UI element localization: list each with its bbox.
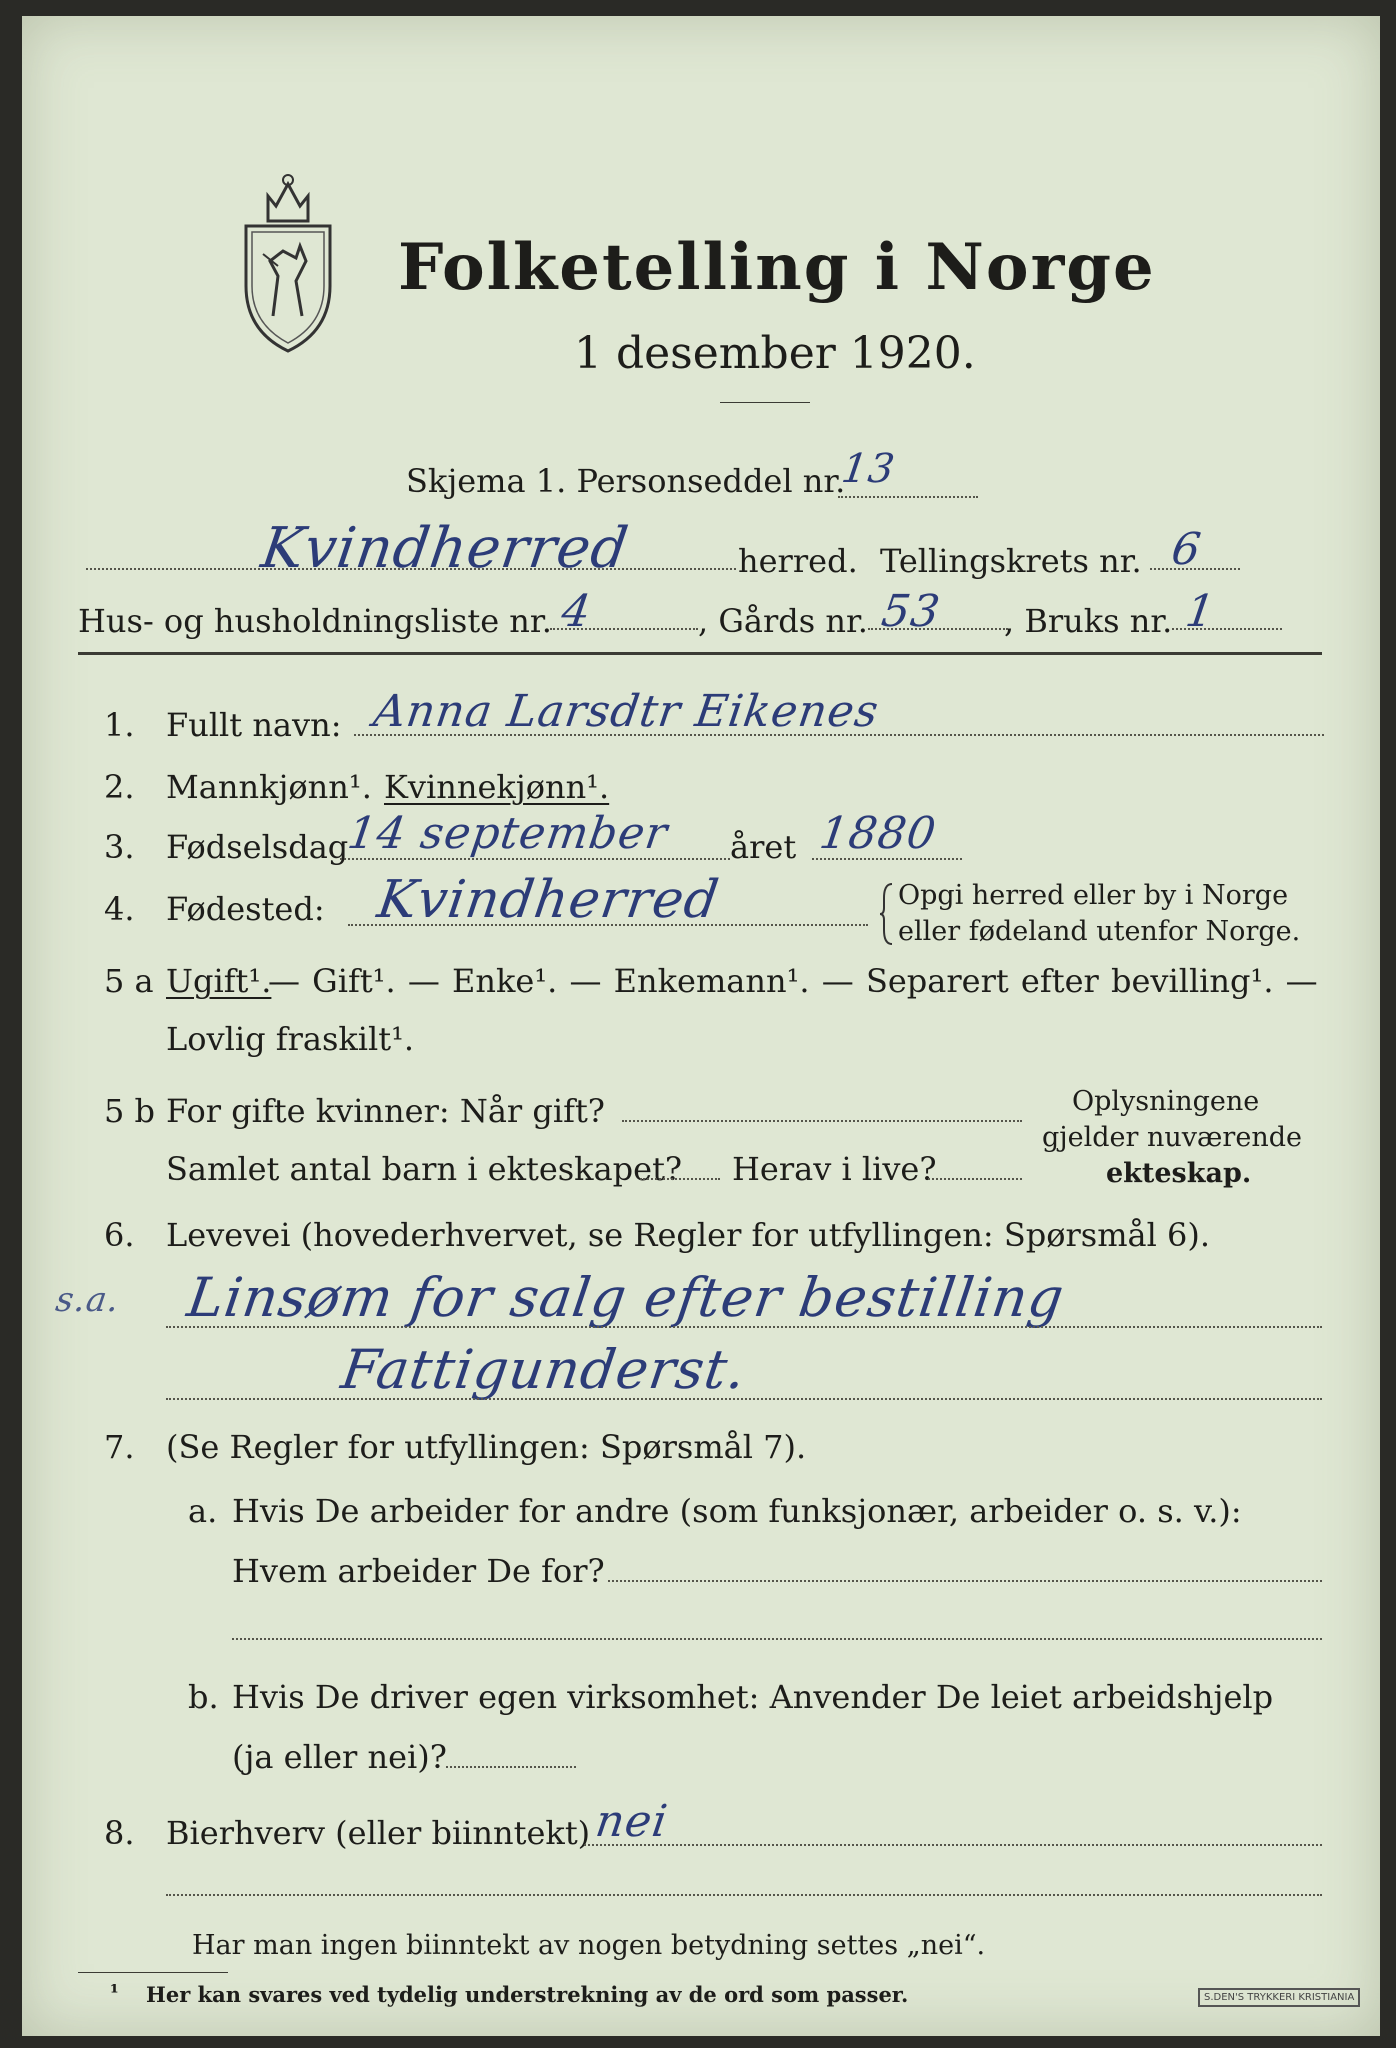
gards-label: , Gårds nr. [698,602,868,640]
marriage-note-3: ekteskap. [1106,1158,1252,1189]
q7-number: 7. [104,1428,135,1466]
birthplace-note-1: Opgi herred eller by i Norge [898,880,1289,911]
q5b-label: For gifte kvinner: Når gift? [166,1092,605,1130]
form-title: Folketelling i Norge [398,230,1156,305]
q1-label: Fullt navn: [166,706,342,744]
birth-year-value[interactable]: 1880 [816,808,940,859]
q3-label: Fødselsdag [166,828,349,866]
herred-label: herred. [738,542,858,580]
footnote-mark: ¹ [110,1980,119,2004]
marriage-note-1: Oplysningene [1072,1086,1260,1117]
q7a-number: a. [188,1492,218,1530]
occupation-margin-note: s.a. [53,1280,123,1320]
q2-number: 2. [104,768,135,806]
census-date: 1 desember 1920. [574,328,976,379]
hired-help-label: (ja eller nei)? [232,1738,447,1776]
children-count-label: Samlet antal barn i ekteskapet? [166,1150,683,1188]
employer-label: Hvem arbeider De for? [232,1552,605,1590]
q7b-label: Hvis De driver egen virksomhet: Anvender De leiet arbeidshjelp [232,1678,1274,1716]
marital-status-options[interactable]: — Gift¹. — Enke¹. — Enkemann¹. — Separert efter bevilling¹. — [268,962,1318,1000]
q1-number: 1. [104,706,135,744]
q7a-label: Hvis De arbeider for andre (som funksjonær, arbeider o. s. v.): [232,1492,1242,1530]
q8-number: 8. [104,1814,135,1852]
year-label: året [730,828,797,866]
header-rule [78,652,1322,655]
hus-value[interactable]: 4 [558,586,595,637]
q5a-number: 5 a [104,962,154,1000]
norwegian-coat-of-arms-icon [238,166,338,356]
gards-value[interactable]: 53 [878,586,944,637]
footnote-rule [78,1972,228,1973]
bruks-label: , Bruks nr. [1004,602,1173,640]
q7b-number: b. [188,1678,219,1716]
bruks-value[interactable]: 1 [1182,586,1219,637]
q4-number: 4. [104,890,135,928]
q6-label: Levevei (hovederhvervet, se Regler for utfyllingen: Spørsmål 6). [166,1216,1211,1254]
birthplace-value[interactable]: Kvindherred [373,870,723,930]
hus-label: Hus- og husholdningsliste nr. [78,602,552,640]
hired-help-field[interactable] [446,1766,576,1768]
brace-icon [880,882,894,946]
q8-label: Bierhverv (eller biinntekt) [166,1814,591,1852]
schema-number-value[interactable]: 13 [838,446,899,492]
marriage-note-2: gjelder nuværende [1042,1122,1302,1153]
side-income-value[interactable]: nei [592,1796,672,1847]
gender-female-option[interactable]: Kvinnekjønn¹. [384,768,610,806]
census-form [22,16,1380,2036]
printer-stamp: S.DEN'S TRYKKERI KRISTIANIA [1198,1988,1360,2007]
schema-label: Skjema 1. Personseddel nr. [406,462,846,500]
q7-label: (Se Regler for utfyllingen: Spørsmål 7). [166,1428,807,1466]
title-divider [720,402,810,403]
status-ugift-option[interactable]: Ugift¹. [166,962,272,1000]
birthday-value[interactable]: 14 september [344,808,672,859]
q4-label: Fødested: [166,890,325,928]
birthplace-note-2: eller fødeland utenfor Norge. [898,916,1301,947]
q3-number: 3. [104,828,135,866]
tellingskrets-value[interactable]: 6 [1168,524,1205,575]
full-name-value[interactable]: Anna Larsdtr Eikenes [370,686,883,737]
tellingskrets-label: Tellingskrets nr. [880,542,1142,580]
occupation-value-2[interactable]: Fattigunderst. [337,1338,751,1401]
children-alive-label: Herav i live? [732,1150,937,1188]
status-divorced-option[interactable]: Lovlig fraskilt¹. [166,1020,415,1058]
gender-male-option[interactable]: Mannkjønn¹. [166,768,372,806]
employer-field[interactable] [608,1580,1322,1582]
footnote-text: Her kan svares ved tydelig understrekning av de ord som passer. [146,1982,909,2007]
footer-note: Har man ingen biinntekt av nogen betydning settes „nei“. [192,1930,986,1961]
q5b-number: 5 b [104,1092,156,1130]
occupation-value-1[interactable]: Linsøm for salg efter bestilling [183,1266,1069,1329]
herred-value[interactable]: Kvindherred [257,516,633,581]
q6-number: 6. [104,1216,135,1254]
